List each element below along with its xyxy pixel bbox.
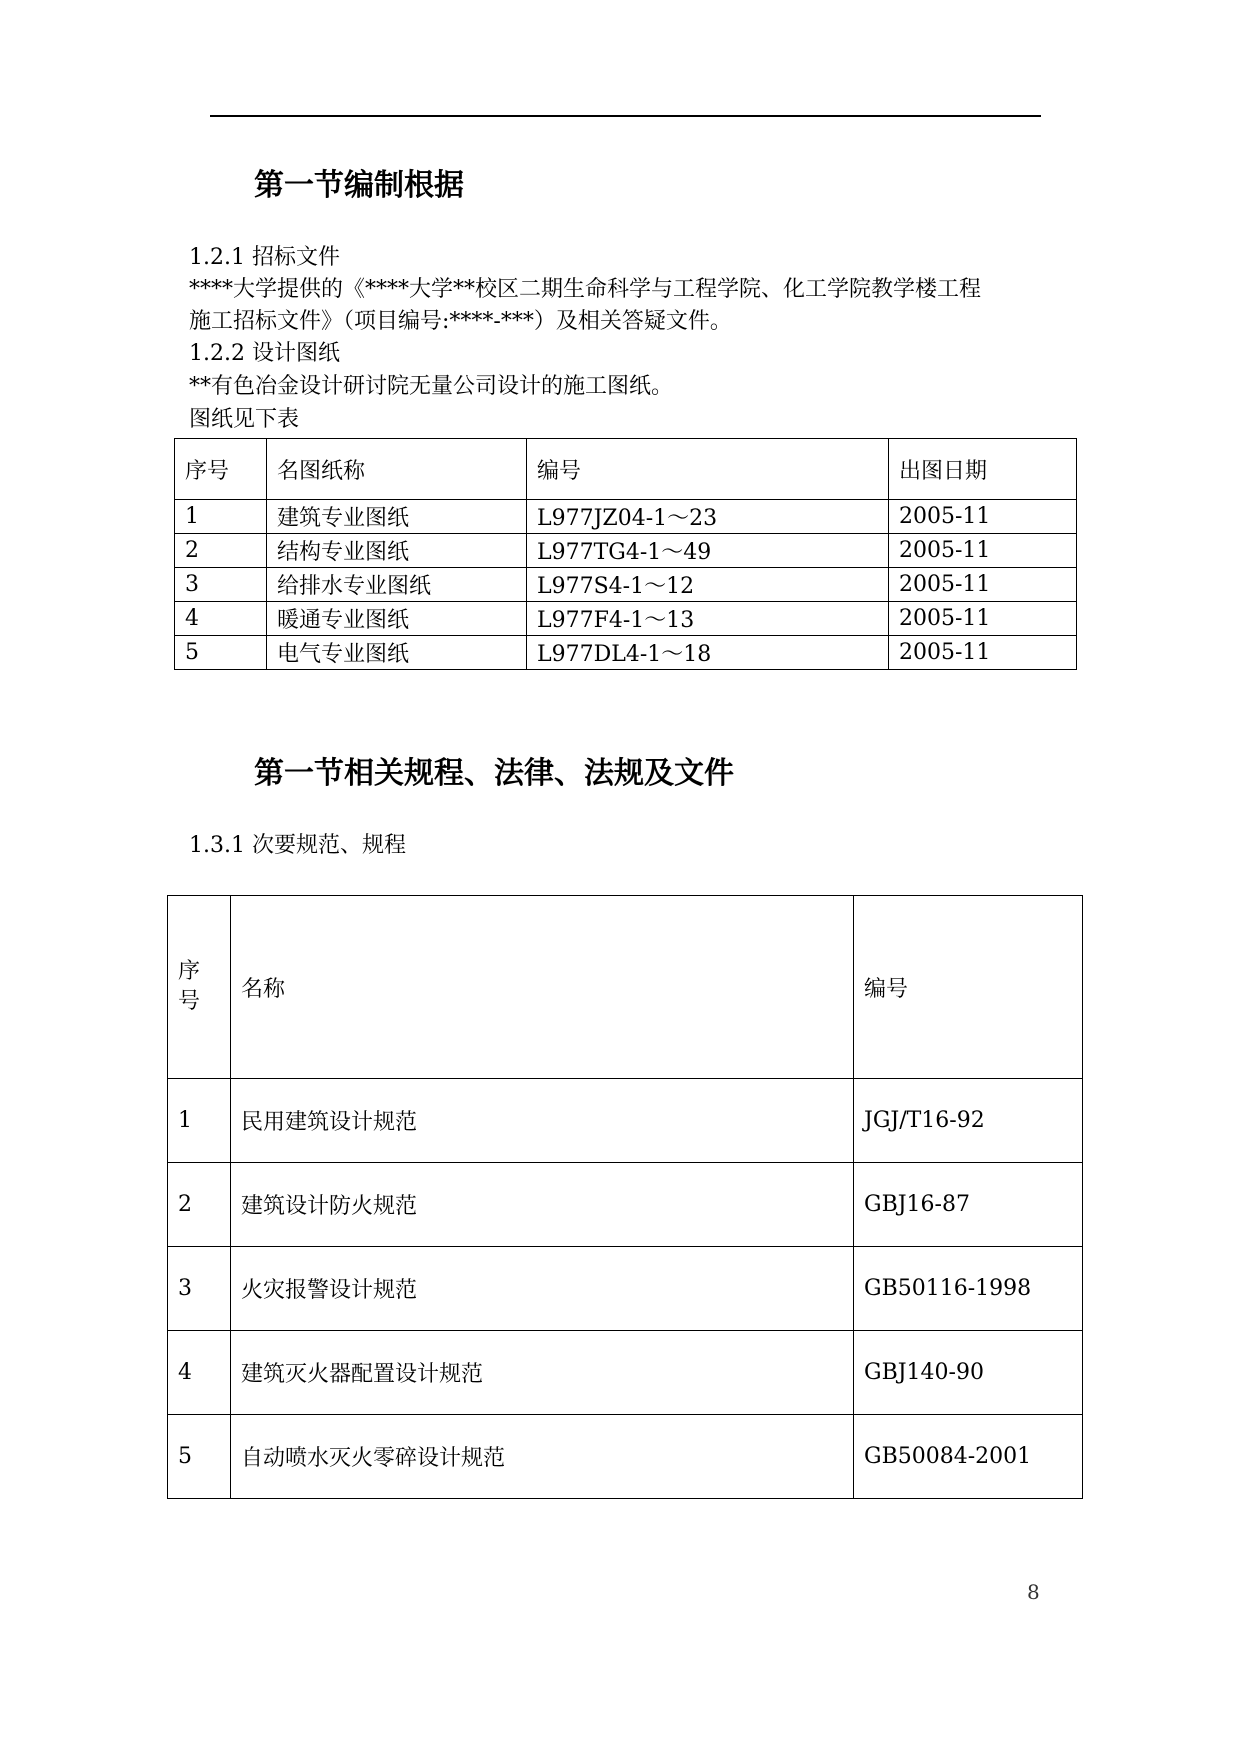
section-heading-1: 第一节编制根据	[254, 168, 464, 203]
header-cell: 出图日期	[889, 439, 1077, 500]
table-cell: 1	[168, 1079, 231, 1163]
table-row	[175, 534, 1077, 568]
design-drawings-line: **有色冶金设计研讨院无量公司设计的施工图纸。	[189, 374, 674, 399]
table-cell: 民用建筑设计规范	[231, 1079, 854, 1163]
subsection-1-3-1-title: 1.3.1 次要规范、规程	[189, 833, 406, 858]
table-row	[175, 636, 1077, 670]
tender-doc-line-1: ****大学提供的《****大学**校区二期生命科学与工程学院、化工学院教学楼工程	[189, 277, 982, 302]
table-row	[175, 568, 1077, 602]
table-cell: 建筑灭火器配置设计规范	[231, 1331, 854, 1415]
table-cell: 1	[175, 500, 267, 534]
table-cell: GBJ16-87	[854, 1163, 1083, 1247]
table-cell: 5	[175, 636, 267, 670]
header-cell: 编号	[527, 439, 889, 500]
table-cell: 火灾报警设计规范	[231, 1247, 854, 1331]
header-cell: 名图纸称	[267, 439, 527, 500]
table-cell: 电气专业图纸	[267, 636, 527, 670]
header-cell: 序号	[168, 896, 231, 1079]
table-cell: 4	[175, 602, 267, 636]
table-cell: 3	[168, 1247, 231, 1331]
tender-doc-line-2: 施工招标文件》（项目编号:****-***）及相关答疑文件。	[189, 309, 732, 334]
table-cell: 2005-11	[889, 500, 1077, 534]
table-cell: 2	[168, 1163, 231, 1247]
table-cell: GBJ140-90	[854, 1331, 1083, 1415]
subsection-1-2-1-title: 1.2.1 招标文件	[189, 245, 340, 270]
table-cell: 建筑设计防火规范	[231, 1163, 854, 1247]
table-cell: 给排水专业图纸	[267, 568, 527, 602]
table-row	[168, 1415, 1083, 1499]
table-cell: 2005-11	[889, 636, 1077, 670]
table-row	[168, 1079, 1083, 1163]
table-cell: 暖通专业图纸	[267, 602, 527, 636]
table-cell: L977TG4-1～49	[527, 534, 889, 568]
drawings-table	[174, 438, 1077, 670]
header-cell: 编号	[854, 896, 1083, 1079]
table-cell: L977S4-1～12	[527, 568, 889, 602]
table-cell: 结构专业图纸	[267, 534, 527, 568]
table-cell: 3	[175, 568, 267, 602]
table-cell: L977JZ04-1～23	[527, 500, 889, 534]
table-cell: L977DL4-1～18	[527, 636, 889, 670]
table-row	[168, 1247, 1083, 1331]
drawings-table-caption: 图纸见下表	[189, 407, 300, 432]
table-cell: L977F4-1～13	[527, 602, 889, 636]
header-cell: 序号	[175, 439, 267, 500]
table-row	[168, 1331, 1083, 1415]
table-row	[175, 500, 1077, 534]
table-cell: 5	[168, 1415, 231, 1499]
section-heading-2: 第一节相关规程、法律、法规及文件	[254, 756, 734, 791]
page-number: 8	[1027, 1580, 1040, 1604]
table-cell: 自动喷水灭火零碎设计规范	[231, 1415, 854, 1499]
table-cell: GB50084-2001	[854, 1415, 1083, 1499]
table-row	[175, 602, 1077, 636]
table-cell: 2005-11	[889, 602, 1077, 636]
header-cell: 名称	[231, 896, 854, 1079]
header-rule	[210, 115, 1041, 117]
table-cell: 2005-11	[889, 568, 1077, 602]
table-header-row	[175, 439, 1077, 500]
table-cell: 建筑专业图纸	[267, 500, 527, 534]
table-cell: GB50116-1998	[854, 1247, 1083, 1331]
table-row	[168, 1163, 1083, 1247]
table-cell: 4	[168, 1331, 231, 1415]
table-cell: JGJ/T16-92	[854, 1079, 1083, 1163]
standards-table	[167, 895, 1083, 1499]
table-header-row	[168, 896, 1083, 1079]
table-cell: 2	[175, 534, 267, 568]
subsection-1-2-2-title: 1.2.2 设计图纸	[189, 341, 340, 366]
table-cell: 2005-11	[889, 534, 1077, 568]
